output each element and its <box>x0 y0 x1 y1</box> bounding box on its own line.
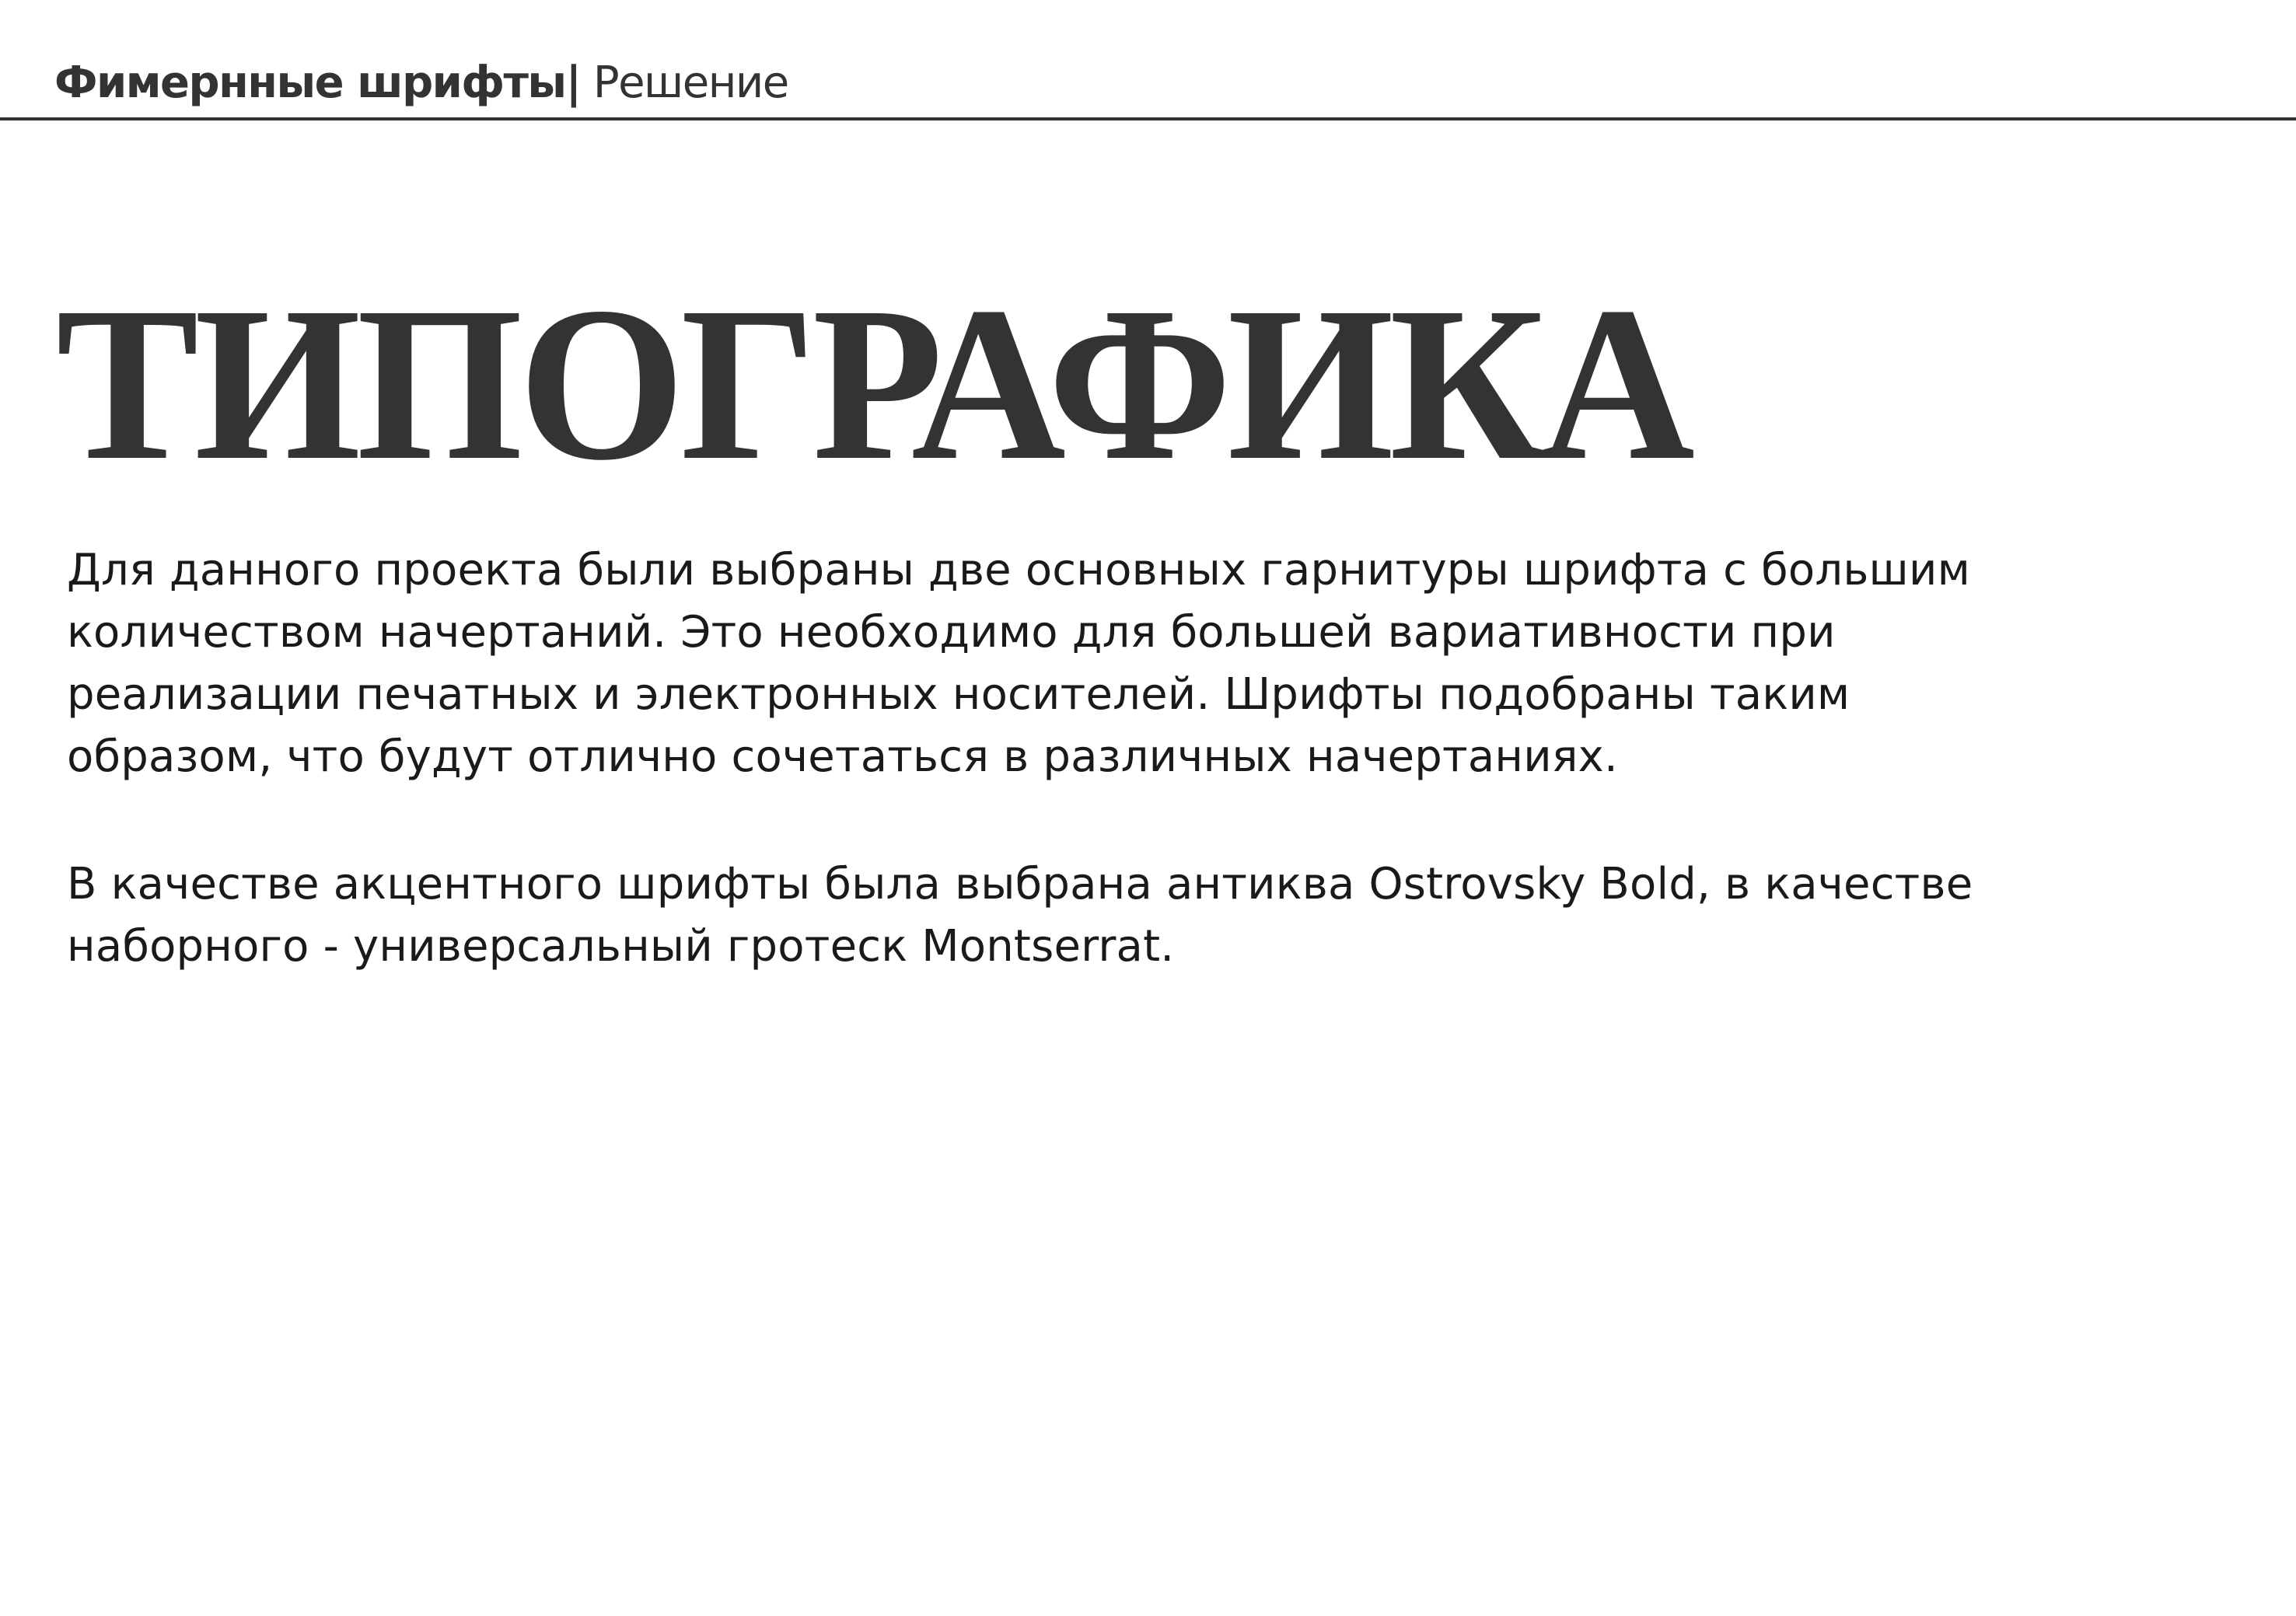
paragraph-fonts-overview <box>67 539 2259 788</box>
header-divider <box>0 117 2296 120</box>
header-title <box>54 56 788 110</box>
paragraph-line: В качестве акцентного шрифты была выбрана антиква Ostrovsky Bold, в качестве <box>67 859 1973 909</box>
paragraph-line: Для данного проекта были выбраны две основных гарнитуры шрифта с большим <box>67 545 1971 595</box>
header-subsection-label: Решение <box>580 58 788 108</box>
page-title: ТИПОГРАФИКА <box>56 262 1691 506</box>
paragraph-line: наборного - универсальный гротеск Montserrat. <box>67 921 1175 972</box>
page-header <box>0 0 2296 121</box>
paragraph-line: образом, что будут отлично сочетаться в различных начертаниях. <box>67 731 1619 782</box>
paragraph-font-choice <box>67 853 2259 978</box>
paragraph-line: реализации печатных и электронных носителей. Шрифты подобраны таким <box>67 669 1850 720</box>
paragraph-line: количеством начертаний. Это необходимо для большей вариативности при <box>67 607 1836 658</box>
header-separator: | <box>565 58 581 108</box>
header-section-label: Фимернные шрифты <box>54 58 566 108</box>
